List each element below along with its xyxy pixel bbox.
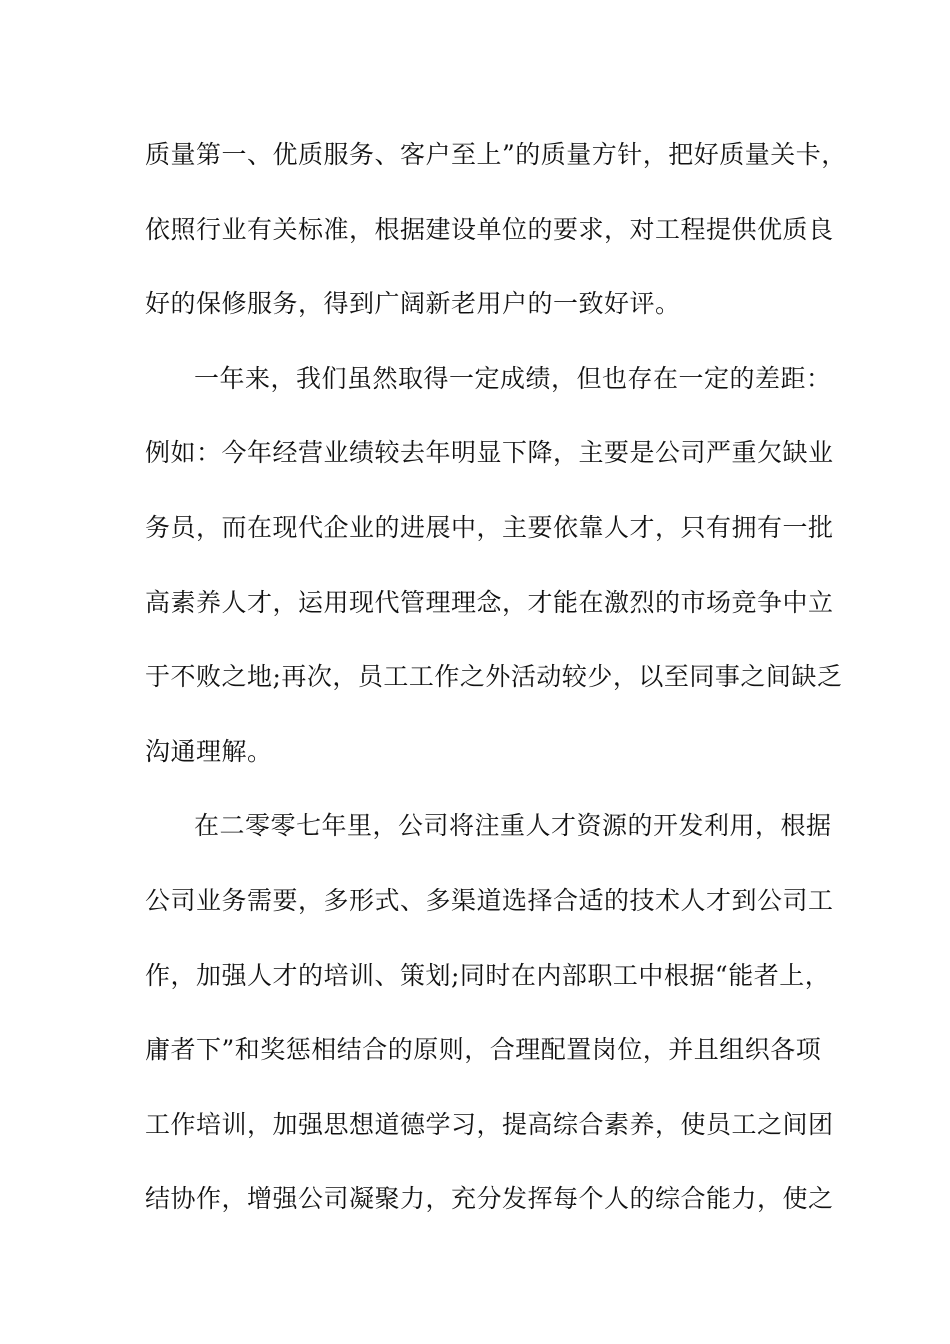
text-line: 沟通理解。	[145, 736, 273, 766]
text-line: 质量第一、优质服务、客户至上”的质量方针，把好质量关卡，	[145, 140, 847, 169]
text-line: 高素养人才，运用现代管理理念，才能在激烈的市场竞争中立	[145, 587, 834, 617]
text-line: 依照行业有关标准，根据建设单位的要求，对工程提供优质良	[145, 214, 834, 244]
text-line: 工作培训，加强思想道德学习，提高综合素养，使员工之间团	[145, 1109, 834, 1139]
text-line: 例如：今年经营业绩较去年明显下降，主要是公司严重欠缺业	[145, 438, 834, 468]
body-text	[145, 118, 847, 1237]
text-line: 作，加强人才的培训、策划;同时在内部职工中根据“能者上，	[145, 960, 831, 990]
text-line: 于不败之地;再次，员工工作之外活动较少，以至同事之间缺乏	[145, 662, 843, 692]
text-line: 公司业务需要，多形式、多渠道选择合适的技术人才到公司工	[145, 885, 834, 915]
text-line: 务员，而在现代企业的进展中，主要依靠人才，只有拥有一批	[145, 512, 834, 542]
text-line: 结协作，增强公司凝聚力，充分发挥每个人的综合能力，使之	[145, 1184, 834, 1214]
text-line: 好的保修服务，得到广阔新老用户的一致好评。	[145, 289, 681, 319]
text-line-paragraph-start: 在二零零七年里，公司将注重人才资源的开发利用，根据	[194, 811, 832, 841]
text-line: 庸者下”和奖惩相结合的原则，合理配置岗位，并且组织各项	[145, 1035, 822, 1065]
text-line-paragraph-start: 一年来，我们虽然取得一定成绩，但也存在一定的差距：	[194, 363, 832, 393]
